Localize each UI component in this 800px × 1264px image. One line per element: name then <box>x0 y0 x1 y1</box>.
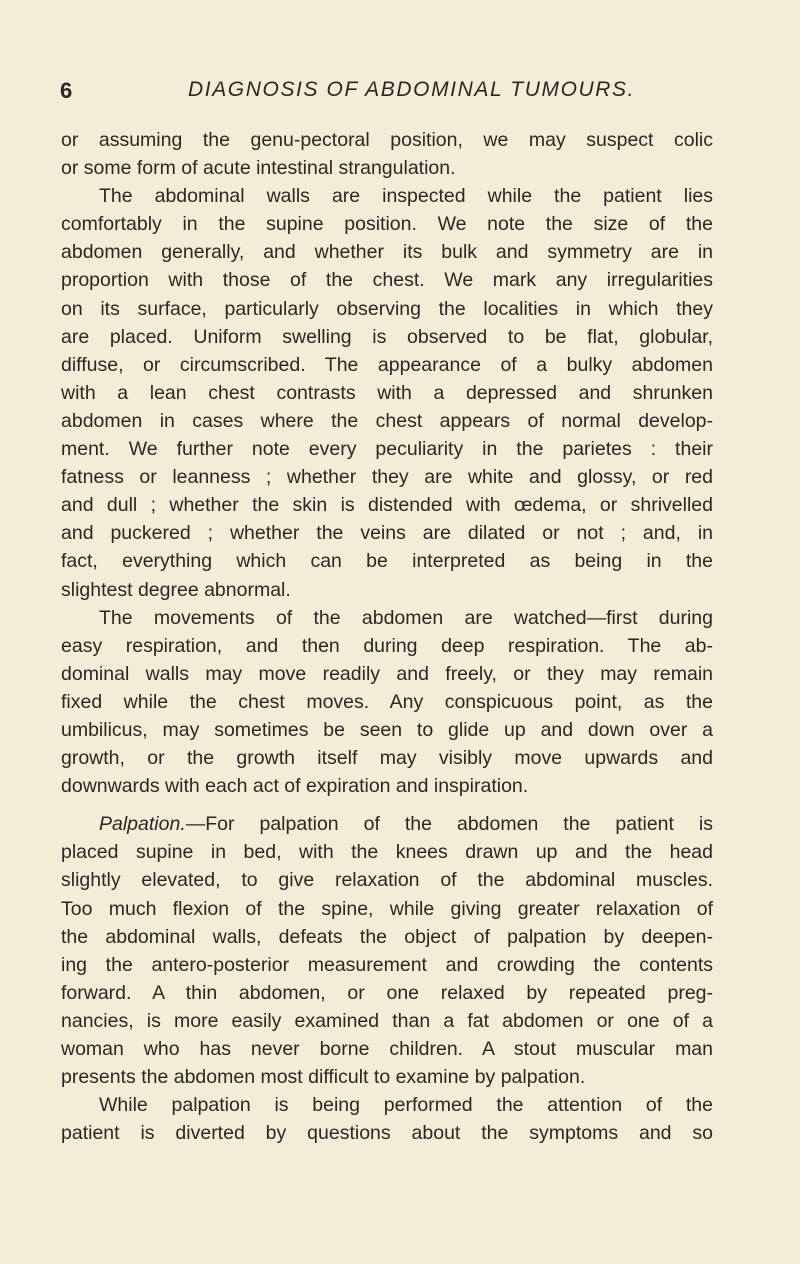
text-line: dominal walls may move readily and freely, or they may remain <box>61 662 713 685</box>
text-line: fatness or leanness ; whether they are white and glossy, or red <box>61 466 713 489</box>
text-line: patient is diverted by questions about the symptoms and so <box>61 1122 713 1145</box>
paragraph-continuation <box>61 126 713 182</box>
running-head-title: DIAGNOSIS OF ABDOMINAL TUMOURS. <box>188 78 636 101</box>
text-line: presents the abdomen most difficult to examine by palpation. <box>61 1066 586 1089</box>
text-line: or assuming the genu-pectoral position, we may suspect colic <box>61 129 713 151</box>
section-gap <box>61 800 713 810</box>
text-line <box>61 810 713 838</box>
running-head <box>0 78 800 108</box>
text-line: ing the antero-posterior measurement and crowding the contents <box>61 953 713 976</box>
text-line: ment. We further note every peculiarity in the parietes : their <box>61 438 713 461</box>
text-line: easy respiration, and then during deep respiration. The ab- <box>61 634 713 657</box>
text-line: the abdominal walls, defeats the object of palpation by deepen- <box>61 925 713 948</box>
text-line: woman who has never borne children. A stout muscular man <box>61 1038 713 1060</box>
text-line: nancies, is more easily examined than a fat abdomen or one of a <box>61 1009 713 1032</box>
text-line: proportion with those of the chest. We mark any irregularities <box>61 269 713 292</box>
text-line: downwards with each act of expiration and inspiration. <box>61 775 529 798</box>
text-line: or some form of acute intestinal strangulation. <box>61 157 456 180</box>
text-line: While palpation is being performed the attention of the <box>99 1094 713 1117</box>
paragraph-movements <box>61 604 713 801</box>
text-line: placed supine in bed, with the knees drawn up and the head <box>61 841 713 864</box>
text-line: with a lean chest contrasts with a depressed and shrunken <box>61 381 713 404</box>
text-line-run: —For palpation of the abdomen the patient is <box>185 813 713 836</box>
text-line: forward. A thin abdomen, or one relaxed by repeated preg- <box>61 981 713 1004</box>
text-line: slightly elevated, to give relaxation of the abdominal muscles. <box>61 869 713 892</box>
text-line: fact, everything which can be interpreted as being in the <box>61 550 713 573</box>
section-heading-palpation: Palpation. <box>99 813 186 836</box>
paragraph-inspection <box>61 182 713 603</box>
text-line: comfortably in the supine position. We note the size of the <box>61 213 713 236</box>
body-text <box>61 126 713 1147</box>
text-line: diffuse, or circumscribed. The appearance of a bulky abdomen <box>61 353 713 376</box>
text-line: umbilicus, may sometimes be seen to glide up and down over a <box>61 718 713 741</box>
text-line: and puckered ; whether the veins are dilated or not ; and, in <box>61 522 713 545</box>
text-line: The abdominal walls are inspected while the patient lies <box>99 185 713 208</box>
text-line: are placed. Uniform swelling is observed to be flat, globular, <box>61 325 713 348</box>
text-line: abdomen generally, and whether its bulk and symmetry are in <box>61 241 713 264</box>
text-line: and dull ; whether the skin is distended with œdema, or shrivelled <box>61 494 713 517</box>
text-line: on its surface, particularly observing the localities in which they <box>61 297 713 320</box>
text-line: abdomen in cases where the chest appears of normal develop- <box>61 409 713 432</box>
text-line: slightest degree abnormal. <box>61 578 291 601</box>
text-line: growth, or the growth itself may visibly move upwards and <box>61 747 713 770</box>
paragraph-diversion <box>61 1091 713 1147</box>
text-line: Too much flexion of the spine, while giving greater relaxation of <box>61 897 713 920</box>
text-line: fixed while the chest moves. Any conspicuous point, as the <box>61 690 713 713</box>
paragraph-palpation <box>61 810 713 1091</box>
page-number: 6 <box>60 78 73 103</box>
text-line: The movements of the abdomen are watched—first during <box>99 606 713 629</box>
